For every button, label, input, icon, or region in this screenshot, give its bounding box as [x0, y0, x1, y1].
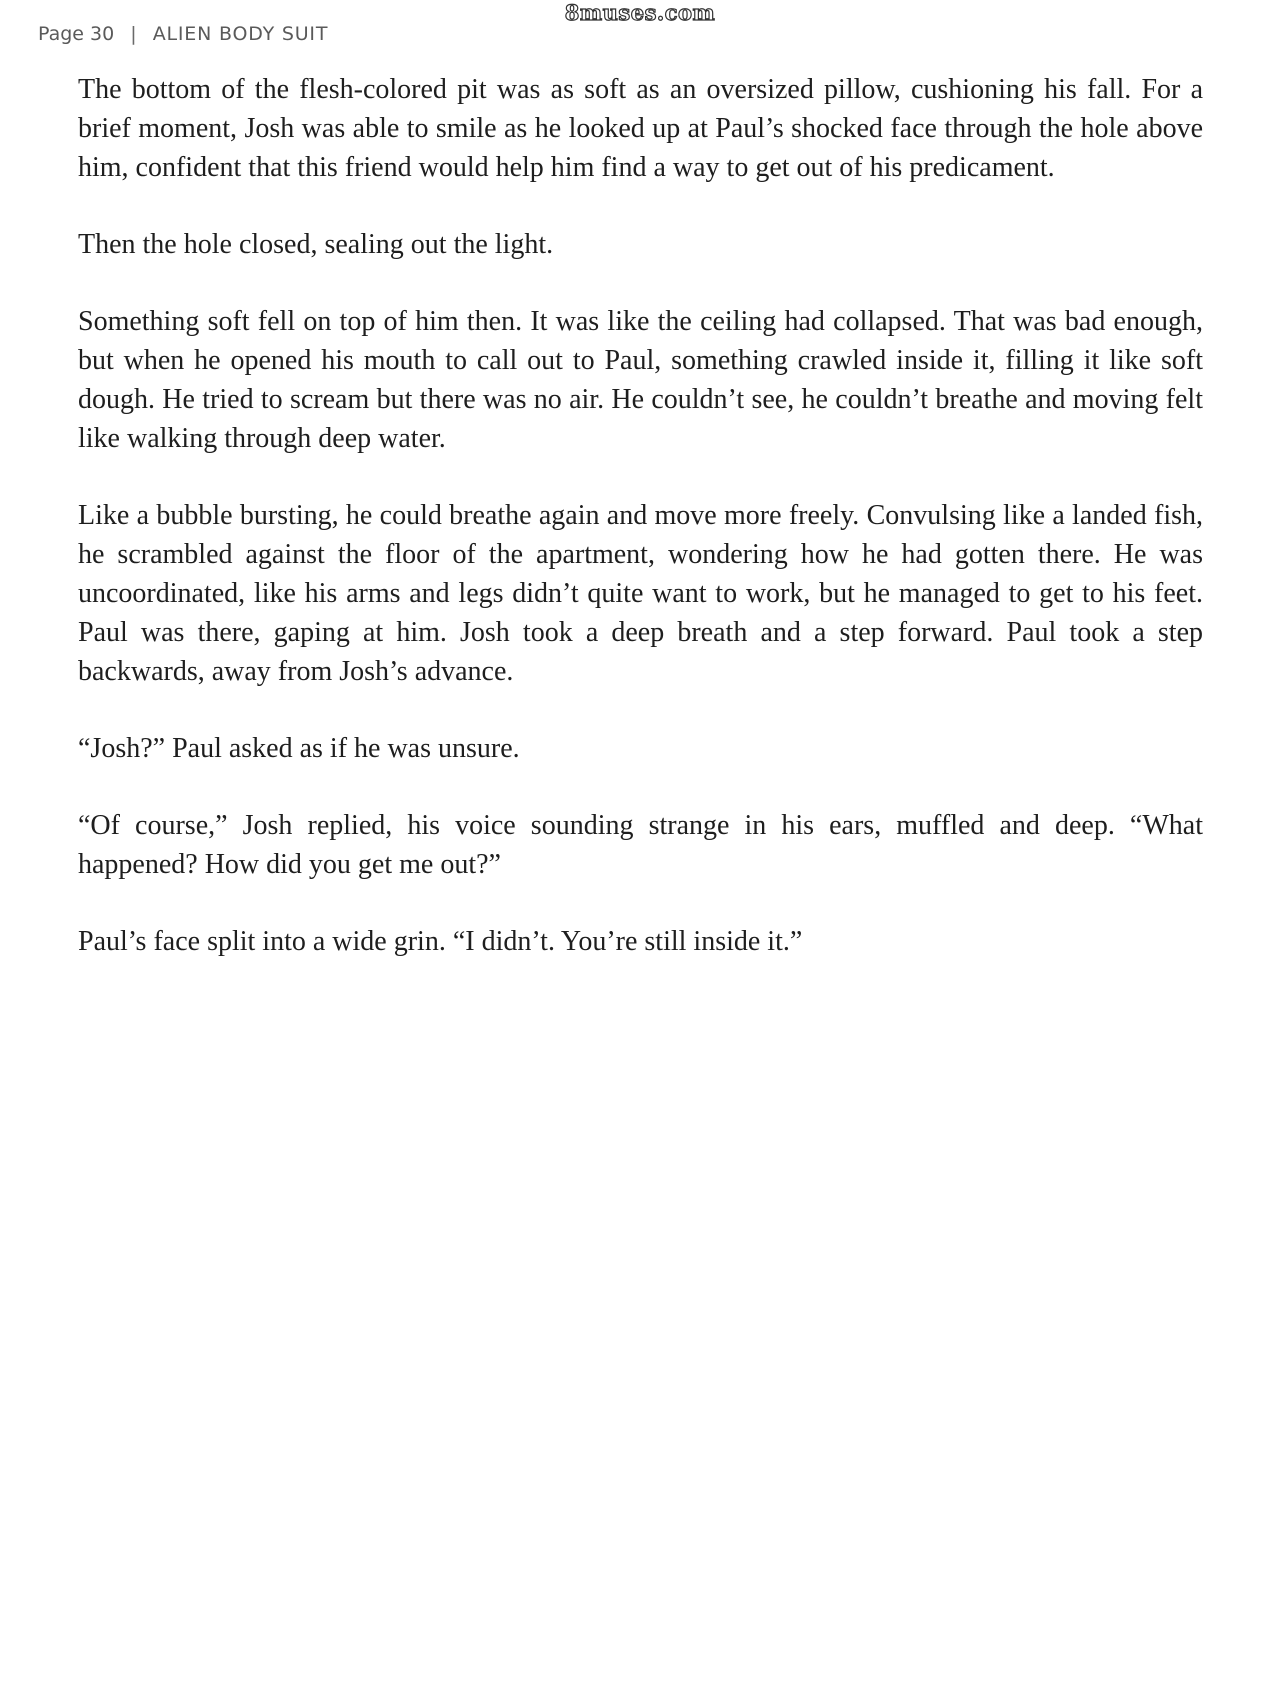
header-separator: |: [130, 23, 137, 45]
paragraph: Paul’s face split into a wide grin. “I didn’t. You’re still inside it.”: [78, 926, 803, 957]
running-header: [38, 20, 328, 48]
paragraph: Then the hole closed, sealing out the light.: [78, 229, 554, 260]
paragraph: “Of course,” Josh replied, his voice sounding strange in his ears, muffled and deep. “What happened? How did you get me out?”: [78, 810, 1203, 880]
paragraph: Like a bubble bursting, he could breathe again and move more freely. Convulsing like a landed fish, he scrambled against the floor of the apartment, wondering how he had gotten there. He was uncoordinated, like his arms and legs didn’t quite want to work, but he managed to get to his feet. Paul was there, gaping at him. Josh took a deep breath and a step forward. Paul took a step backwards, away from Josh’s advance.: [78, 500, 1203, 687]
paragraph: Something soft fell on top of him then. It was like the ceiling had collapsed. That was bad enough, but when he opened his mouth to call out to Paul, something crawled inside it, filling it like soft dough. He tried to scream but there was no air. He couldn’t see, he couldn’t breathe and moving felt like walking through deep water.: [78, 306, 1203, 454]
paragraph: The bottom of the flesh-colored pit was as soft as an oversized pillow, cushioning his fall. For a brief moment, Josh was able to smile as he looked up at Paul’s shocked face through the hole above him, confident that this friend would help him find a way to get out of his predicament.: [78, 74, 1203, 183]
page-number: Page 30: [38, 23, 115, 45]
paragraph: “Josh?” Paul asked as if he was unsure.: [78, 733, 520, 764]
watermark: 8muses.com: [564, 0, 716, 25]
page-body: [78, 70, 1203, 999]
book-title: ALIEN BODY SUIT: [152, 23, 329, 45]
